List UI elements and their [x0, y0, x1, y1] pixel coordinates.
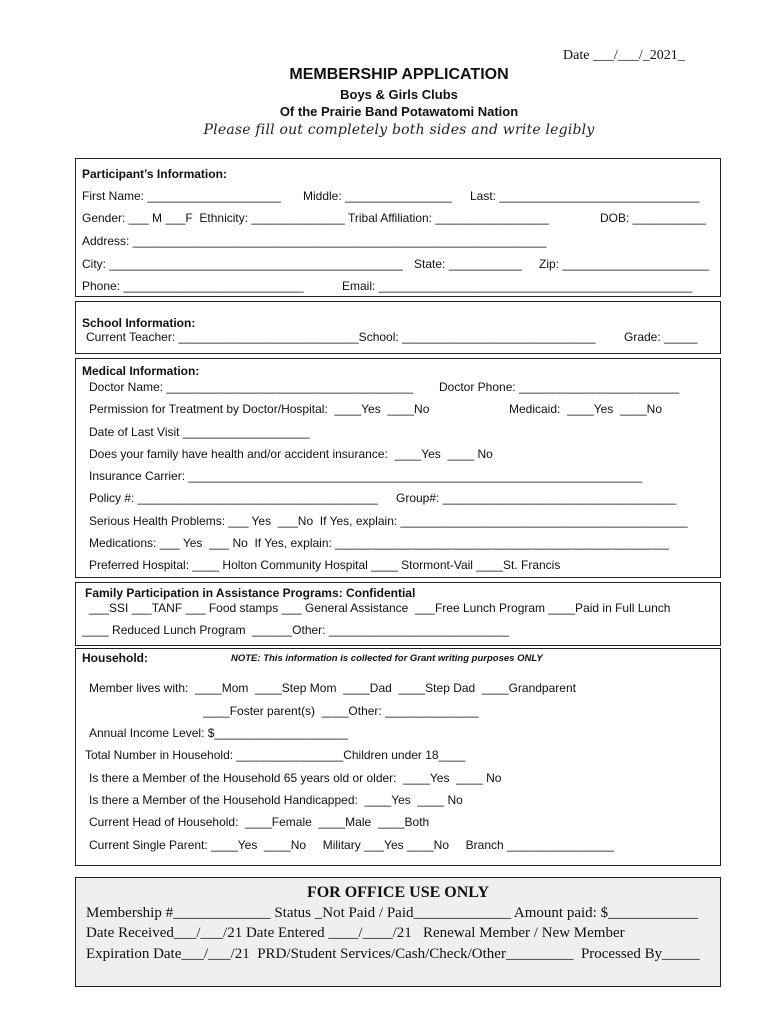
treatment-permission-field[interactable]: Permission for Treatment by Doctor/Hospital: ____Yes ____No: [89, 402, 430, 416]
office-use-title: FOR OFFICE USE ONLY: [306, 884, 490, 901]
school-heading: School Information:: [82, 316, 196, 330]
state-field[interactable]: State: ___________: [414, 257, 523, 271]
teacher-school-field[interactable]: Current Teacher: ___________________________School: _____________________________: [86, 330, 596, 344]
zip-field[interactable]: Zip: ______________________: [539, 257, 710, 271]
phone-field[interactable]: Phone: ___________________________: [82, 279, 304, 293]
doctor-name-field[interactable]: Doctor Name: _____________________________________: [89, 380, 414, 394]
group-number-field[interactable]: Group#: ___________________________________: [396, 491, 677, 505]
membership-status-field[interactable]: Membership #_____________ Status _Not Paid / Paid_____________ Amount paid: $____________: [86, 905, 699, 921]
address-field[interactable]: Address: ______________________________________________________________: [82, 234, 547, 248]
middle-name-field[interactable]: Middle: ________________: [303, 189, 452, 203]
family-assistance-heading: Family Participation in Assistance Programs: Confidential: [85, 586, 416, 600]
policy-number-field[interactable]: Policy #: ____________________________________: [89, 491, 378, 505]
last-name-field[interactable]: Last: ______________________________: [470, 189, 700, 203]
insurance-question-field[interactable]: Does your family have health and/or accident insurance: ____Yes ____ No: [89, 447, 493, 461]
household-total-field[interactable]: Total Number in Household: ________________Children under 18____: [85, 748, 466, 762]
handicapped-field[interactable]: Is there a Member of the Household Handicapped: ____Yes ____ No: [89, 793, 463, 807]
medical-heading: Medical Information:: [82, 364, 200, 378]
date-line[interactable]: Date ___/___/_2021_: [563, 48, 685, 63]
email-field[interactable]: Email: _______________________________________________: [342, 279, 693, 293]
gender-ethnicity-tribal-field[interactable]: Gender: ___ M ___F Ethnicity: ______________ Tribal Affiliation: _________________: [82, 211, 549, 225]
date-received-field[interactable]: Date Received___/___/21 Date Entered ____/____/21 Renewal Member / New Member: [86, 925, 625, 941]
doctor-phone-field[interactable]: Doctor Phone: ________________________: [439, 380, 680, 394]
head-of-household-field[interactable]: Current Head of Household: ____Female ____Male ____Both: [89, 815, 430, 829]
subtitle-nation: Of the Prairie Band Potawatomi Nation: [279, 104, 519, 119]
single-parent-military-field[interactable]: Current Single Parent: ____Yes ____No Military ___Yes ____No Branch ________________: [89, 838, 614, 852]
preferred-hospital-field[interactable]: Preferred Hospital: ____ Holton Community Hospital ____ Stormont-Vail ____St. Francis: [89, 558, 561, 572]
city-field[interactable]: City: ____________________________________________: [82, 257, 403, 271]
page-title: MEMBERSHIP APPLICATION: [289, 66, 509, 83]
dob-field[interactable]: DOB: ___________: [600, 211, 707, 225]
grant-note: NOTE: This information is collected for Grant writing purposes ONLY: [231, 653, 543, 664]
assistance-programs-field[interactable]: ___SSI ___TANF ___ Food stamps ___ General Assistance ___Free Lunch Program ____Paid in Full Lunch: [89, 601, 671, 615]
instructions-text: Please fill out completely both sides and write legibly: [203, 122, 595, 138]
medicaid-field[interactable]: Medicaid: ____Yes ____No: [509, 402, 662, 416]
insurance-carrier-field[interactable]: Insurance Carrier: ____________________________________________________________________: [89, 469, 643, 483]
serious-health-field[interactable]: Serious Health Problems: ___ Yes ___No If Yes, explain: ___________________________________________: [89, 514, 688, 528]
foster-other-field[interactable]: ____Foster parent(s) ____Other: ______________: [203, 704, 479, 718]
medications-field[interactable]: Medications: ___ Yes ___ No If Yes, explain: __________________________________________________: [89, 536, 669, 550]
grade-field[interactable]: Grade: _____: [624, 330, 698, 344]
first-name-field[interactable]: First Name: ____________________: [82, 189, 281, 203]
last-visit-field[interactable]: Date of Last Visit ___________________: [89, 425, 310, 439]
expiration-processed-field[interactable]: Expiration Date___/___/21 PRD/Student Services/Cash/Check/Other_________ Processed By_____: [86, 946, 700, 962]
participant-heading: Participant’s Information:: [82, 167, 227, 181]
member-65-field[interactable]: Is there a Member of the Household 65 years old or older: ____Yes ____ No: [89, 771, 502, 785]
reduced-lunch-field[interactable]: ____ Reduced Lunch Program ______Other: ___________________________: [82, 623, 510, 637]
household-heading: Household:: [82, 651, 148, 665]
subtitle-club: Boys & Girls Clubs: [340, 87, 458, 102]
annual-income-field[interactable]: Annual Income Level: $____________________: [89, 726, 348, 740]
lives-with-field[interactable]: Member lives with: ____Mom ____Step Mom ____Dad ____Step Dad ____Grandparent: [89, 681, 576, 695]
